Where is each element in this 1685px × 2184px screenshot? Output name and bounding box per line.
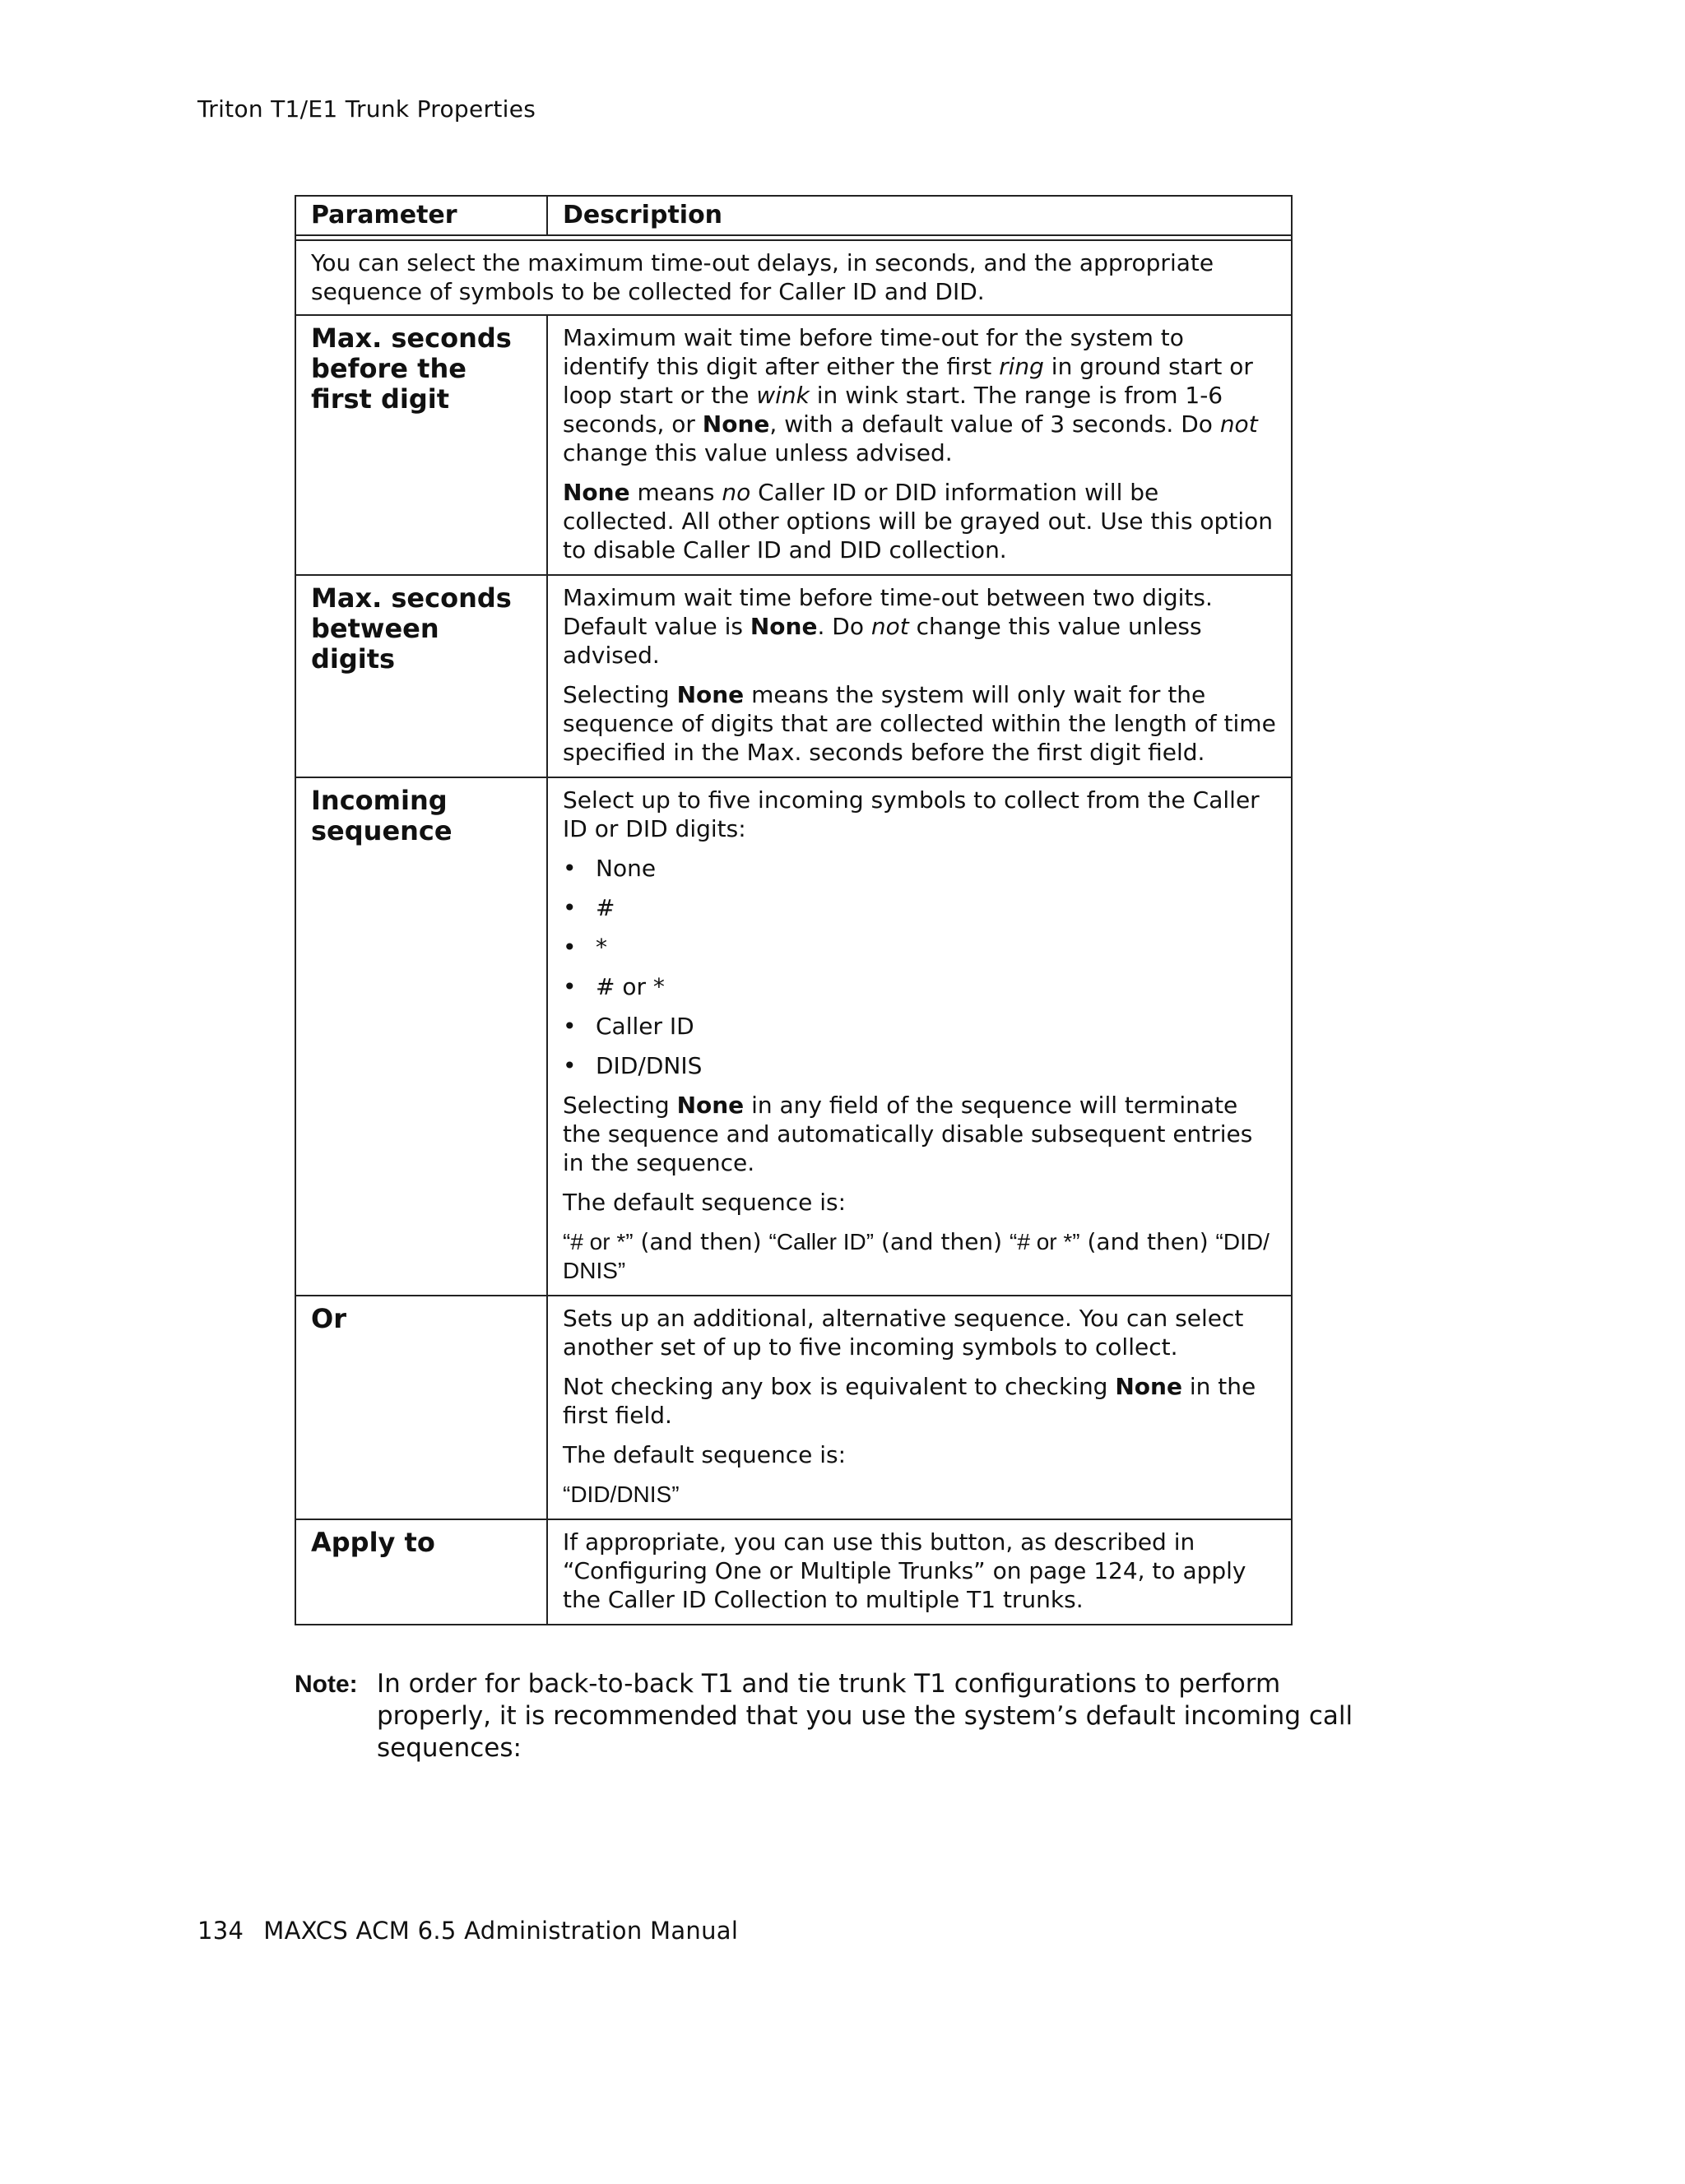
table-row	[295, 575, 1292, 777]
description-paragraph: Maximum wait time before time-out for the system to identify this digit after either the first ring in ground start or loop start or the wink in wink start. The range is from 1-6 seconds, or None, with a default value of 3 seconds. Do not change this value unless advised.	[563, 324, 1258, 466]
table-row	[295, 777, 1292, 1296]
table-row	[295, 1296, 1292, 1519]
description-paragraph: Not checking any box is equivalent to checking None in the first field.	[563, 1373, 1256, 1429]
description-paragraph: Sets up an additional, alternative sequence. You can select another set of up to five incoming symbols to collect.	[563, 1305, 1244, 1361]
parameter-name: Apply to	[295, 1519, 547, 1625]
table-row	[295, 315, 1292, 575]
description-paragraph: Select up to five incoming symbols to collect from the Caller ID or DID digits:	[563, 786, 1260, 842]
list-item: • DID/DNIS	[563, 1051, 1276, 1080]
parameter-description	[547, 777, 1292, 1296]
description-paragraph: The default sequence is:	[563, 1441, 847, 1468]
description-paragraph: Selecting None means the system will only wait for the sequence of digits that are collected within the length of time specified in the Max. seconds before the first digit field.	[563, 681, 1276, 766]
manual-title: MAXCS ACM 6.5 Administration Manual	[263, 1917, 739, 1945]
table-row	[295, 1519, 1292, 1625]
parameter-description	[547, 1519, 1292, 1625]
description-paragraph: The default sequence is:	[563, 1189, 847, 1216]
intro-row	[295, 240, 1292, 315]
list-item: • #	[563, 893, 1276, 922]
table-header-row	[295, 196, 1292, 235]
note	[295, 1668, 1381, 1764]
parameter-name: Max. seconds before the first digit	[295, 315, 547, 575]
parameter-description	[547, 315, 1292, 575]
column-header-parameter: Parameter	[295, 196, 547, 235]
parameter-name: Max. seconds between digits	[295, 575, 547, 777]
parameter-name: Or	[295, 1296, 547, 1519]
description-paragraph: None means no Caller ID or DID information will be collected. All other options will be grayed out. Use this option to disable Caller ID and DID collection.	[563, 479, 1273, 563]
running-header: Triton T1/E1 Trunk Properties	[197, 95, 536, 123]
list-item: • *	[563, 933, 1276, 962]
symbol-list	[563, 854, 1276, 1080]
list-item: • None	[563, 854, 1276, 883]
default-sequence: “# or *” (and then) “Caller ID” (and then) “# or *” (and then) “DID/ DNIS”	[563, 1228, 1270, 1283]
parameter-name: Incoming sequence	[295, 777, 547, 1296]
list-item: • Caller ID	[563, 1012, 1276, 1041]
note-label: Note:	[295, 1671, 358, 1698]
column-header-description: Description	[547, 196, 1292, 235]
parameter-table	[295, 195, 1293, 1625]
parameter-description	[547, 575, 1292, 777]
default-sequence: “DID/DNIS”	[563, 1482, 680, 1507]
parameter-description	[547, 1296, 1292, 1519]
description-paragraph: Selecting None in any field of the sequence will terminate the sequence and automatically disable subsequent entries in the sequence.	[563, 1092, 1253, 1176]
description-paragraph: Maximum wait time before time-out between two digits. Default value is None. Do not change this value unless advised.	[563, 584, 1213, 669]
page-number: 134	[197, 1917, 244, 1945]
list-item: • # or *	[563, 972, 1276, 1001]
page-footer	[197, 1917, 738, 1945]
intro-text: You can select the maximum time-out delays, in seconds, and the appropriate sequence of symbols to be collected for Caller ID and DID.	[295, 240, 1292, 315]
note-text: In order for back-to-back T1 and tie trunk T1 configurations to perform properly, it is recommended that you use the system’s default incoming call sequences:	[377, 1669, 1353, 1763]
description-paragraph: If appropriate, you can use this button, as described in “Configuring One or Multiple Trunks” on page 124, to apply the Caller ID Collection to multiple T1 trunks.	[563, 1528, 1246, 1613]
